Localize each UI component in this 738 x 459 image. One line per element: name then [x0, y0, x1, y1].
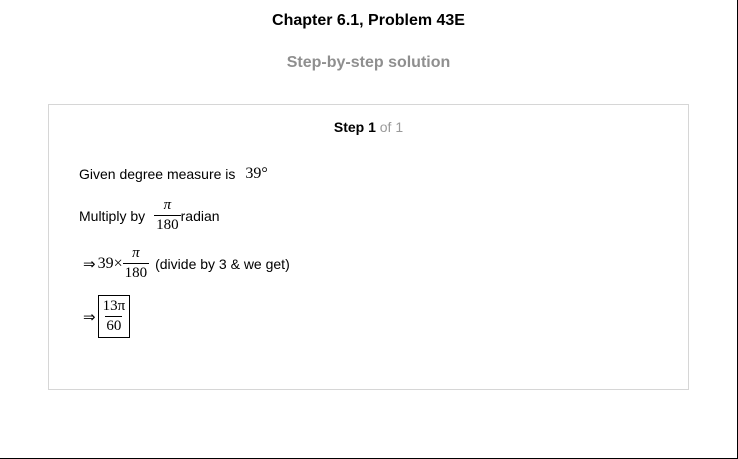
result-fraction [102, 298, 127, 335]
product-prefix: 39× [97, 254, 123, 272]
given-text: Given degree measure is [79, 166, 236, 182]
result-denominator: 60 [106, 318, 122, 334]
radian-text: radian [180, 207, 220, 224]
result-numerator: 13π [102, 298, 126, 314]
implies-arrow-icon: ⇒ [83, 307, 96, 326]
multiply-line [79, 197, 220, 234]
product-fraction-denominator: 180 [124, 265, 148, 281]
multiply-text: Multiply by [79, 207, 146, 224]
step-label: Step 1 [333, 119, 376, 135]
step-header [49, 119, 688, 135]
result-line [83, 295, 130, 338]
solution-subtitle: Step-by-step solution [286, 54, 451, 71]
pi-over-180-fraction [154, 197, 181, 234]
given-value: 39° [245, 165, 268, 182]
page-title: Chapter 6.1, Problem 43E [272, 12, 465, 29]
given-line [79, 165, 268, 183]
product-fraction [123, 245, 150, 282]
divide-note: (divide by 3 & we get) [155, 255, 290, 272]
fraction-numerator: π [163, 197, 172, 213]
product-line [83, 245, 290, 282]
implies-arrow-icon: ⇒ [83, 254, 96, 273]
step-count: of 1 [379, 119, 404, 135]
fraction-denominator: 180 [156, 217, 179, 233]
product-fraction-numerator: π [132, 245, 140, 261]
solution-card [48, 104, 689, 390]
boxed-result [98, 295, 131, 338]
